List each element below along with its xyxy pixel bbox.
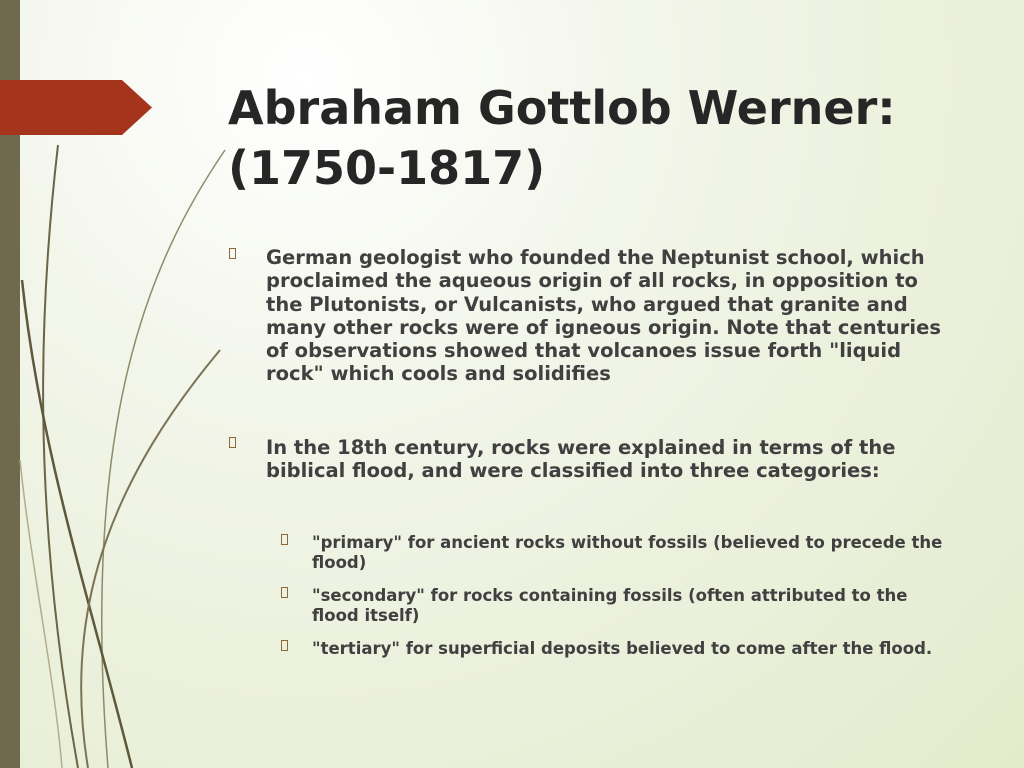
slide-title [228,78,988,198]
bullet-marker-icon [281,534,288,545]
sub-bullet-tertiary: "tertiary" for superficial deposits believed to come after the flood. [312,639,933,658]
sub-bullet-secondary: "secondary" for rocks containing fossils (often attributed to the flood itself) [312,586,908,625]
title-line-1: Abraham Gottlob Werner: [228,81,896,135]
bullet-marker-icon [229,437,236,448]
title-line-2: (1750-1817) [228,141,546,195]
bullet-18th-century: In the 18th century, rocks were explained in terms of the biblical flood, and were classified into three categories: [266,436,896,483]
bullet-marker-icon [281,640,288,651]
bullet-neptunist: German geologist who founded the Neptunist school, which proclaimed the aqueous origin of all rocks, in opposition to the Plutonists, or Vulcanists, who argued that granite and many other rocks were of igneous origin. Note that centuries of observations showed that volcanoes issue forth "liquid rock" which cools and solidifies [266,246,941,386]
title-arrow-tab [0,80,152,135]
bullet-marker-icon [229,248,236,259]
bullet-marker-icon [281,587,288,598]
sub-bullet-primary: "primary" for ancient rocks without fossils (believed to precede the flood) [312,533,943,572]
